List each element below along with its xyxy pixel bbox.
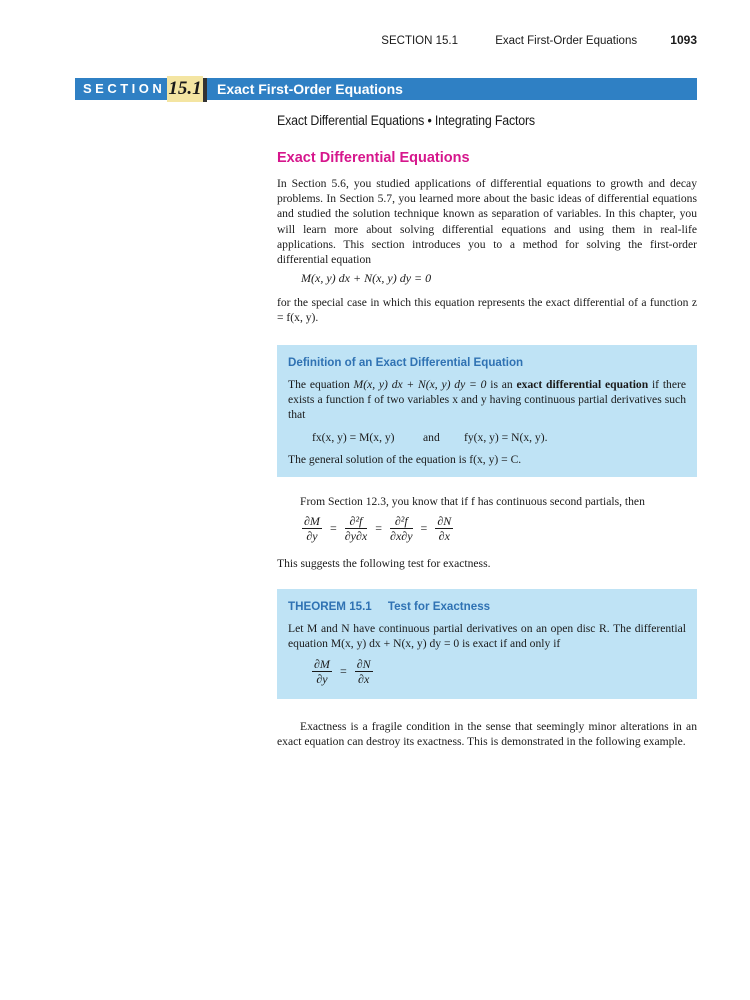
running-header-section: SECTION 15.1	[381, 35, 458, 47]
definition-eq-left: fx(x, y) = M(x, y)	[312, 431, 395, 444]
page-number: 1093	[670, 33, 697, 47]
definition-title: Definition of an Exact Differential Equation	[288, 356, 524, 369]
definition-body	[288, 377, 686, 423]
equals-sign: =	[375, 521, 383, 535]
general-solution: The general solution of the equation is f(x, y) = C.	[288, 453, 522, 466]
theorem-box	[277, 589, 697, 699]
subsection-heading: Exact Differential Equations	[277, 150, 470, 166]
equals-sign: =	[420, 521, 428, 535]
suggests-paragraph: This suggests the following test for exactness.	[277, 557, 491, 570]
definition-body-mid: is an	[486, 378, 517, 391]
section-topics: Exact Differential Equations • Integrating Factors	[277, 113, 535, 128]
definition-box	[277, 345, 697, 477]
equals-sign: =	[329, 521, 337, 535]
fraction-dN-dx: $\frac{\partial N}{\partial x}$	[356, 657, 371, 686]
exactness-condition	[310, 657, 375, 686]
banner-section-number: 15.1	[167, 76, 203, 102]
intro-paragraph: In Section 5.6, you studied applications of differential equations to growth and decay problems. In Section 5.7, you learned more about the basic ideas of differential equations and studied the solution technique known as separation of variables. In this chapter, you will learn more about solving differential equations and using them in real-life applications. This section introduces you to a method for solving the first-order differential equation	[277, 177, 697, 267]
definition-eq-and: and	[423, 431, 440, 444]
section-banner	[75, 78, 697, 100]
definition-body-equation: M(x, y) dx + N(x, y) dy = 0	[353, 378, 487, 391]
theorem-body: Let M and N have continuous partial derivatives on an open disc R. The differential equation M(x, y) dx + N(x, y) dy = 0 is exact if and only if	[288, 622, 686, 651]
definition-term: exact differential equation	[516, 378, 649, 391]
banner-label: SECTION	[83, 81, 166, 96]
fragile-paragraph	[277, 719, 697, 749]
definition-eq-right: fy(x, y) = N(x, y).	[464, 431, 548, 444]
fraction-dM-dy: $\frac{\partial M}{\partial y}$	[314, 657, 330, 686]
running-header-title: Exact First-Order Equations	[495, 35, 638, 47]
fragile-paragraph-text: Exactness is a fragile condition in the sense that seemingly minor alterations in an exact equation can destroy its exactness. This is demonstrated in the following example.	[277, 720, 697, 749]
banner-title: Exact First-Order Equations	[217, 81, 403, 97]
main-equation: M(x, y) dx + N(x, y) dy = 0	[301, 271, 432, 285]
mixed-partials-equation	[300, 514, 455, 543]
special-case-paragraph: for the special case in which this equation represents the exact differential of a function z = f(x, y).	[277, 296, 697, 325]
fraction-d2f-dxdy: $\frac{\text{∂²f}}{\partial x\partial y}$	[390, 514, 413, 543]
fraction-dM-dy: $\frac{\partial M}{\partial y}$	[304, 514, 320, 543]
fraction-dN-dx: $\frac{\partial N}{\partial x}$	[437, 514, 452, 543]
fraction-d2f-dydx: $\frac{\text{∂²f}}{\partial y\partial x}$	[344, 514, 368, 543]
section-12-3-paragraph: From Section 12.3, you know that if f has continuous second partials, then	[300, 495, 645, 508]
theorem-title: THEOREM 15.1 Test for Exactness	[288, 600, 491, 613]
definition-body-post: if there exists a function f of two variables x and y having continuous partial derivatives such that	[288, 378, 687, 422]
definition-body-pre: The equation	[288, 378, 354, 391]
running-header	[0, 33, 697, 47]
equals-sign: =	[339, 664, 347, 678]
